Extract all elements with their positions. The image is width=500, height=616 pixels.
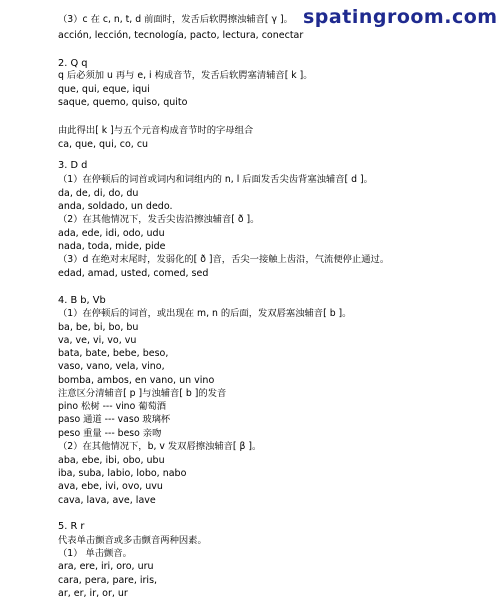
text-line: saque, quemo, quiso, quito	[58, 97, 188, 108]
text-line: ba, be, bi, bo, bu	[58, 322, 139, 333]
text-line: cava, lava, ave, lave	[58, 495, 156, 506]
text-line: ada, ede, idi, odo, udu	[58, 228, 165, 239]
text-line: 由此得出[ k ]与五个元音构成音节时的字母组合	[58, 125, 254, 136]
section-heading: 2. Q q	[58, 58, 88, 69]
section-heading: 3. D d	[58, 160, 88, 171]
text-line: （2）在其他情况下，发舌尖齿沿擦浊辅音[ ð ]。	[58, 214, 260, 225]
text-line: （3）d 在绝对末尾时，发弱化的[ ð ]音，舌尖一接触上齿沿，气流便停止通过。	[58, 254, 390, 265]
text-line: ava, ebe, ivi, ovo, uvu	[58, 481, 163, 492]
text-line: pino 松树 --- vino 葡萄酒	[58, 401, 167, 412]
text-line: vaso, vano, vela, vino,	[58, 361, 165, 372]
text-line: anda, soldado, un dedo.	[58, 201, 173, 212]
text-line: q 后必须加 u 再与 e, i 构成音节，发舌后软腭塞清辅音[ k ]。	[58, 70, 313, 81]
text-line: ara, ere, iri, oro, uru	[58, 561, 154, 572]
site-watermark: spatingroom.com	[303, 6, 498, 28]
text-line: va, ve, vi, vo, vu	[58, 335, 137, 346]
text-line: ca, que, qui, co, cu	[58, 139, 149, 150]
text-line: （2）在其他情况下，b, v 发双唇擦浊辅音[ β ]。	[58, 441, 262, 452]
text-line: edad, amad, usted, comed, sed	[58, 268, 209, 279]
text-line: que, qui, eque, iqui	[58, 84, 150, 95]
text-line: paso 通道 --- vaso 玻璃杯	[58, 414, 171, 425]
text-line: bata, bate, bebe, beso,	[58, 348, 169, 359]
text-line: aba, ebe, ibi, obo, ubu	[58, 455, 165, 466]
text-line: da, de, di, do, du	[58, 188, 139, 199]
text-line: 注意区分清辅音[ p ]与浊辅音[ b ]的发音	[58, 388, 227, 399]
text-line: （1） 单击颤音。	[58, 548, 132, 559]
section-heading: 4. B b, Vb	[58, 295, 106, 306]
text-line: 代表单击颤音或多击颤音两种因素。	[58, 535, 207, 546]
text-line: ar, er, ir, or, ur	[58, 588, 128, 599]
text-line: （3）c 在 c, n, t, d 前面时，发舌后软腭擦浊辅音[ γ ]。	[58, 14, 293, 25]
text-line: peso 重量 --- beso 亲吻	[58, 428, 162, 439]
text-line: iba, suba, labio, lobo, nabo	[58, 468, 187, 479]
text-line: （1）在停顿后的词首，或出现在 m, n 的后面，发双唇塞浊辅音[ b ]。	[58, 308, 352, 319]
text-line: （1）在停顿后的词首或词内和词组内的 n, l 后面发舌尖齿背塞浊辅音[ d ]。	[58, 174, 373, 185]
section-heading: 5. R r	[58, 521, 85, 532]
text-line: bomba, ambos, en vano, un vino	[58, 375, 215, 386]
text-line: acción, lección, tecnología, pacto, lectura, conectar	[58, 30, 304, 41]
text-line: cara, pera, pare, iris,	[58, 575, 158, 586]
text-line: nada, toda, mide, pide	[58, 241, 166, 252]
